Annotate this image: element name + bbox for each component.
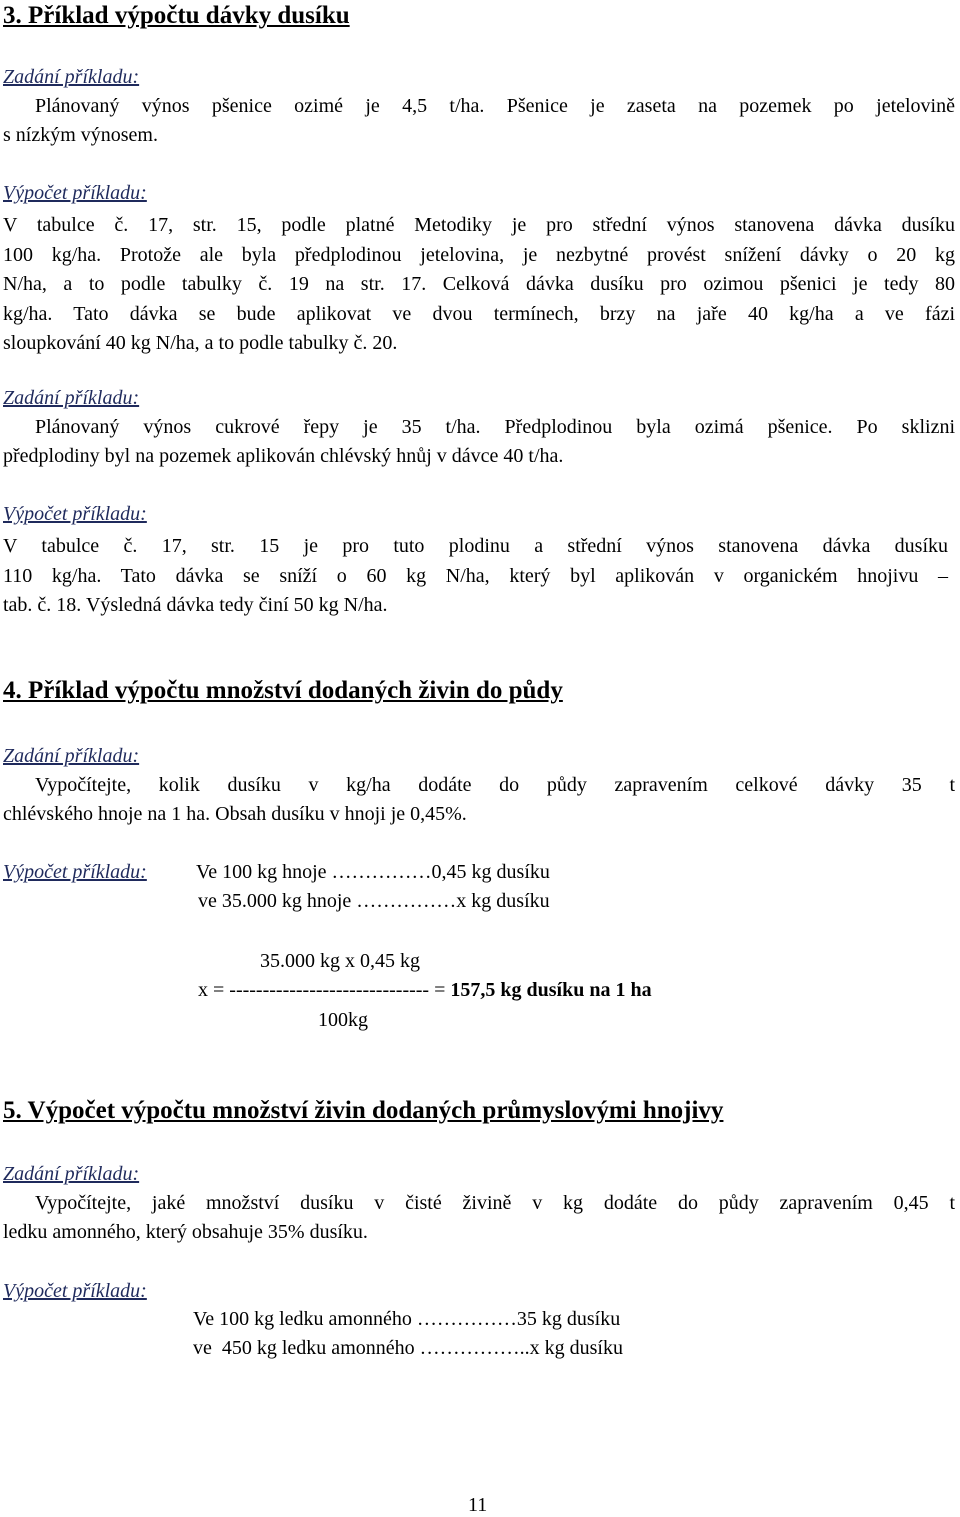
paragraph <box>3 532 948 621</box>
paragraph-line: ledku amonného, který obsahuje 35% dusíku. <box>3 1221 368 1243</box>
equals-sign: = <box>434 979 446 1001</box>
calculation-label: Výpočet příkladu: <box>3 182 147 204</box>
paragraph-line: 100 kg/ha. Protože ale byla předplodinou jetelovina, je nezbytné provést snížení dávky o 20 kg <box>3 243 955 266</box>
paragraph-line: předplodiny byl na pozemek aplikován chlévský hnůj v dávce 40 t/ha. <box>3 445 564 467</box>
paragraph-line: Plánovaný výnos cukrové řepy je 35 t/ha. Předplodinou byla ozimá pšenice. Po sklizni <box>35 416 955 438</box>
page-number: 11 <box>468 1494 488 1516</box>
task-label: Zadání příkladu: <box>3 1163 140 1185</box>
paragraph-line: N/ha, a to podle tabulky č. 19 na str. 17. Celková dávka dusíku pro ozimou pšenici je tedy 80 <box>3 273 955 295</box>
task-label: Zadání příkladu: <box>3 745 140 767</box>
section-4-heading: 4. Příklad výpočtu množství dodaných živin do půdy <box>3 677 563 704</box>
calculation-line: Ve 100 kg ledku amonného ……………35 kg dusíku <box>193 1308 621 1330</box>
paragraph-line: Plánovaný výnos pšenice ozimé je 4,5 t/ha. Pšenice je zaseta na pozemek po jetelovině <box>35 95 955 117</box>
task-label: Zadání příkladu: <box>3 66 140 88</box>
paragraph-line: chlévského hnoje na 1 ha. Obsah dusíku v hnoji je 0,45%. <box>3 803 467 825</box>
paragraph-line: sloupkování 40 kg N/ha, a to podle tabulky č. 20. <box>3 332 398 354</box>
paragraph-line: Vypočítejte, kolik dusíku v kg/ha dodáte do půdy zapravením celkové dávky 35 t <box>35 774 955 796</box>
fraction-bar: ------------------------------ <box>229 979 430 1001</box>
calculation-line: Ve 100 kg hnoje ……………0,45 kg dusíku <box>196 861 550 883</box>
section-5-heading: 5. Výpočet výpočtu množství živin dodaných průmyslovými hnojivy <box>3 1097 724 1124</box>
paragraph-line: s nízkým výnosem. <box>3 124 158 146</box>
fraction-numerator: 35.000 kg x 0,45 kg <box>260 950 420 972</box>
calculation-label: Výpočet příkladu: <box>3 503 147 525</box>
paragraph-line: V tabulce č. 17, str. 15 je pro tuto plodinu a střední výnos stanovena dávka dusíku <box>3 535 948 557</box>
paragraph-line: 110 kg/ha. Tato dávka se sníží o 60 kg N/ha, který byl aplikován v organickém hnojivu – <box>3 564 948 587</box>
calculation-result: 157,5 kg dusíku na 1 ha <box>450 979 652 1001</box>
paragraph <box>3 211 955 359</box>
paragraph-line: Vypočítejte, jaké množství dusíku v čisté živině v kg dodáte do půdy zapravením 0,45 t <box>35 1192 955 1214</box>
calculation-label: Výpočet příkladu: <box>3 1280 147 1302</box>
calculation-label: Výpočet příkladu: <box>3 861 147 883</box>
section-3-heading: 3. Příklad výpočtu dávky dusíku <box>3 2 350 29</box>
fraction-denominator: 100kg <box>318 1009 368 1031</box>
calculation-line: ve 450 kg ledku amonného ……………..x kg dusíku <box>193 1337 623 1359</box>
paragraph-line: V tabulce č. 17, str. 15, podle platné Metodiky je pro střední výnos stanovena dávka dusíku <box>3 214 955 236</box>
task-label: Zadání příkladu: <box>3 387 140 409</box>
x-prefix: x = <box>198 979 225 1001</box>
calculation-line: ve 35.000 kg hnoje ……………x kg dusíku <box>198 890 550 912</box>
paragraph-line: tab. č. 18. Výsledná dávka tedy činí 50 kg N/ha. <box>3 594 388 616</box>
paragraph-line: kg/ha. Tato dávka se bude aplikovat ve dvou termínech, brzy na jaře 40 kg/ha a ve fázi <box>3 302 955 325</box>
fraction-equation <box>198 979 652 1002</box>
